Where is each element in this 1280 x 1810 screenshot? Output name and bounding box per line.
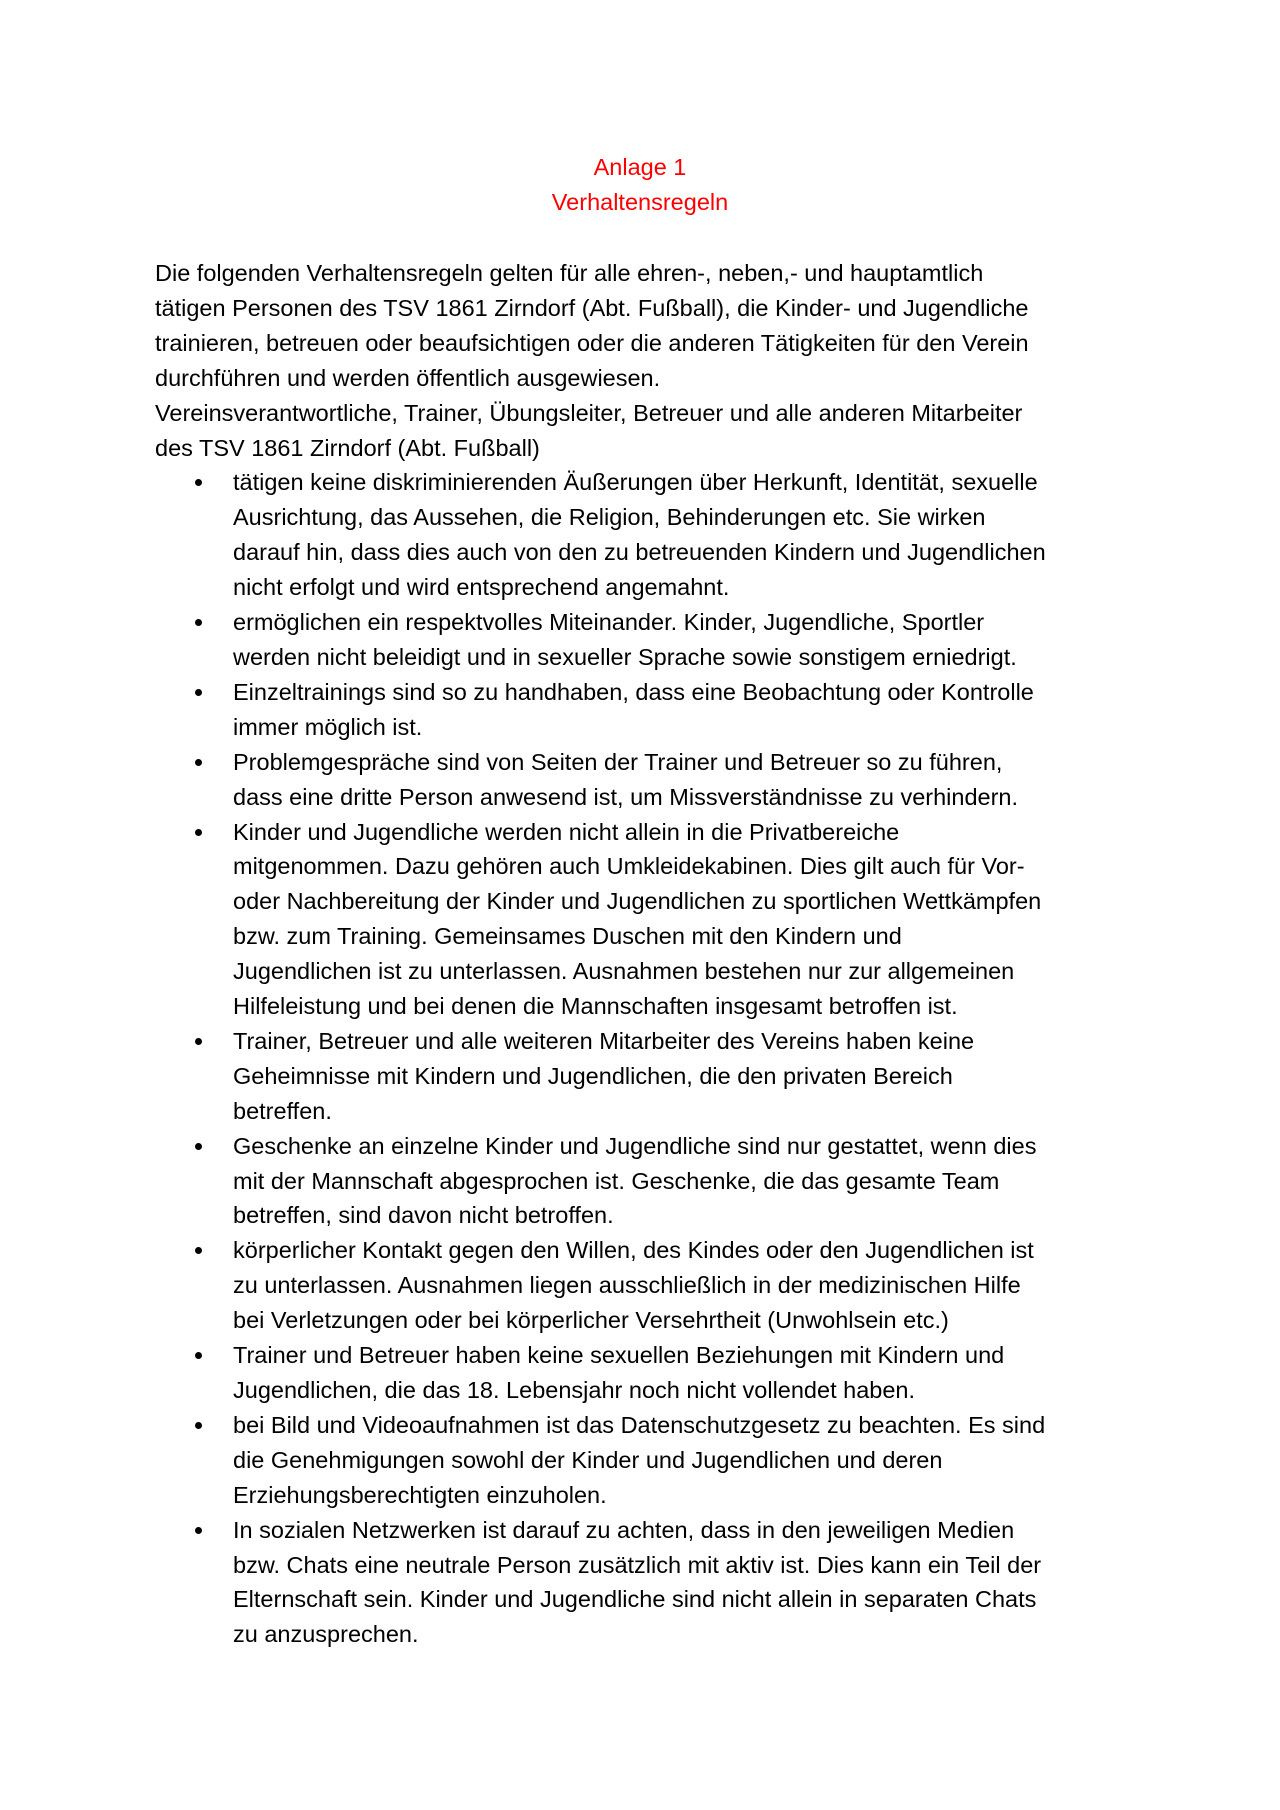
bullet-icon xyxy=(195,1352,202,1359)
rule-line: Ausrichtung, das Aussehen, die Religion, Behinderungen etc. Sie wirken xyxy=(233,504,986,531)
rule-item xyxy=(155,1129,1155,1234)
annex-label: Anlage 1 xyxy=(593,154,687,180)
rule-item xyxy=(155,1338,1155,1408)
rules-list xyxy=(155,465,1155,1652)
rule-item xyxy=(155,465,1155,605)
rule-line: Einzeltrainings sind so zu handhaben, dass eine Beobachtung oder Kontrolle xyxy=(233,678,1034,705)
rule-line: Problemgespräche sind von Seiten der Trainer und Betreuer so zu führen, xyxy=(233,748,1003,775)
rule-item xyxy=(155,815,1155,1024)
rule-item xyxy=(155,675,1155,745)
rule-line: bzw. Chats eine neutrale Person zusätzlich mit aktiv ist. Dies kann ein Teil der xyxy=(233,1551,1042,1578)
rule-line: ermöglichen ein respektvolles Miteinander. Kinder, Jugendliche, Sportler xyxy=(233,609,985,636)
intro-line: tätigen Personen des TSV 1861 Zirndorf (Abt. Fußball), die Kinder- und Jugendliche xyxy=(155,294,1029,321)
rule-item xyxy=(155,1024,1155,1129)
bullet-icon xyxy=(195,1143,202,1150)
rule-line: bei Bild und Videoaufnahmen ist das Datenschutzgesetz zu beachten. Es sind xyxy=(233,1411,1046,1438)
intro-line: Vereinsverantwortliche, Trainer, Übungsleiter, Betreuer und alle anderen Mitarbeiter xyxy=(155,399,1023,426)
rule-line: bzw. zum Training. Gemeinsames Duschen mit den Kindern und xyxy=(233,923,902,950)
rule-line: dass eine dritte Person anwesend ist, um Missverständnisse zu verhindern. xyxy=(233,783,1019,810)
rule-line: Erziehungsberechtigten einzuholen. xyxy=(233,1481,607,1508)
intro-line: des TSV 1861 Zirndorf (Abt. Fußball) xyxy=(155,434,540,461)
rule-line: tätigen keine diskriminierenden Äußerungen über Herkunft, Identität, sexuelle xyxy=(233,469,1038,496)
intro-paragraph xyxy=(155,256,1155,465)
bullet-icon xyxy=(195,1527,202,1534)
bullet-icon xyxy=(195,1422,202,1429)
rule-line: Geheimnisse mit Kindern und Jugendlichen, die den privaten Bereich xyxy=(233,1062,953,1089)
rule-line: Hilfeleistung und bei denen die Mannschaften insgesamt betroffen ist. xyxy=(233,993,958,1020)
rule-line: Jugendlichen, die das 18. Lebensjahr noch nicht vollendet haben. xyxy=(233,1377,916,1403)
rule-line: immer möglich ist. xyxy=(233,713,423,740)
rule-item xyxy=(155,1513,1155,1653)
bullet-icon xyxy=(195,1038,202,1045)
rule-line: nicht erfolgt und wird entsprechend angemahnt. xyxy=(233,574,730,601)
intro-line: durchführen und werden öffentlich ausgewiesen. xyxy=(155,364,661,391)
rule-line: betreffen. xyxy=(233,1097,332,1124)
rule-line: In sozialen Netzwerken ist darauf zu achten, dass in den jeweiligen Medien xyxy=(233,1516,1015,1543)
rule-line: Trainer, Betreuer und alle weiteren Mitarbeiter des Vereins haben keine xyxy=(233,1027,975,1054)
rule-line: zu unterlassen. Ausnahmen liegen ausschließlich in der medizinischen Hilfe xyxy=(233,1272,1021,1299)
rule-item xyxy=(155,1233,1155,1338)
rule-line: darauf hin, dass dies auch von den zu betreuenden Kindern und Jugendlichen xyxy=(233,539,1046,566)
bullet-icon xyxy=(195,479,202,486)
bullet-icon xyxy=(195,759,202,766)
bullet-icon xyxy=(195,619,202,626)
document-heading xyxy=(0,150,1280,220)
rule-line: Geschenke an einzelne Kinder und Jugendliche sind nur gestattet, wenn dies xyxy=(233,1132,1037,1159)
rule-line: mit der Mannschaft abgesprochen ist. Geschenke, die das gesamte Team xyxy=(233,1167,1000,1194)
rule-item xyxy=(155,605,1155,675)
bullet-icon xyxy=(195,1247,202,1254)
rule-item xyxy=(155,745,1155,815)
document-title: Verhaltensregeln xyxy=(551,189,729,215)
bullet-icon xyxy=(195,689,202,696)
rule-line: bei Verletzungen oder bei körperlicher Versehrtheit (Unwohlsein etc.) xyxy=(233,1307,949,1334)
rule-line: Elternschaft sein. Kinder und Jugendliche sind nicht allein in separaten Chats xyxy=(233,1586,1037,1613)
rule-line: Kinder und Jugendliche werden nicht allein in die Privatbereiche xyxy=(233,818,900,845)
bullet-icon xyxy=(195,829,202,836)
rule-line: die Genehmigungen sowohl der Kinder und Jugendlichen und deren xyxy=(233,1446,943,1473)
rule-line: Jugendlichen ist zu unterlassen. Ausnahmen bestehen nur zur allgemeinen xyxy=(233,958,1015,985)
rule-line: oder Nachbereitung der Kinder und Jugendlichen zu sportlichen Wettkämpfen xyxy=(233,888,1042,915)
rule-line: mitgenommen. Dazu gehören auch Umkleidekabinen. Dies gilt auch für Vor- xyxy=(233,853,1025,880)
intro-line: trainieren, betreuen oder beaufsichtigen oder die anderen Tätigkeiten für den Verein xyxy=(155,329,1029,356)
rule-line: betreffen, sind davon nicht betroffen. xyxy=(233,1202,614,1229)
document-body xyxy=(155,256,1155,1652)
rule-line: zu anzusprechen. xyxy=(233,1621,419,1648)
rule-line: werden nicht beleidigt und in sexueller Sprache sowie sonstigem erniedrigt. xyxy=(233,643,1017,670)
intro-line: Die folgenden Verhaltensregeln gelten für alle ehren-, neben,- und hauptamtlich xyxy=(155,260,984,286)
rule-line: Trainer und Betreuer haben keine sexuellen Beziehungen mit Kindern und xyxy=(233,1342,1005,1369)
rule-line: körperlicher Kontakt gegen den Willen, des Kindes oder den Jugendlichen ist xyxy=(233,1237,1034,1264)
rule-item xyxy=(155,1408,1155,1513)
